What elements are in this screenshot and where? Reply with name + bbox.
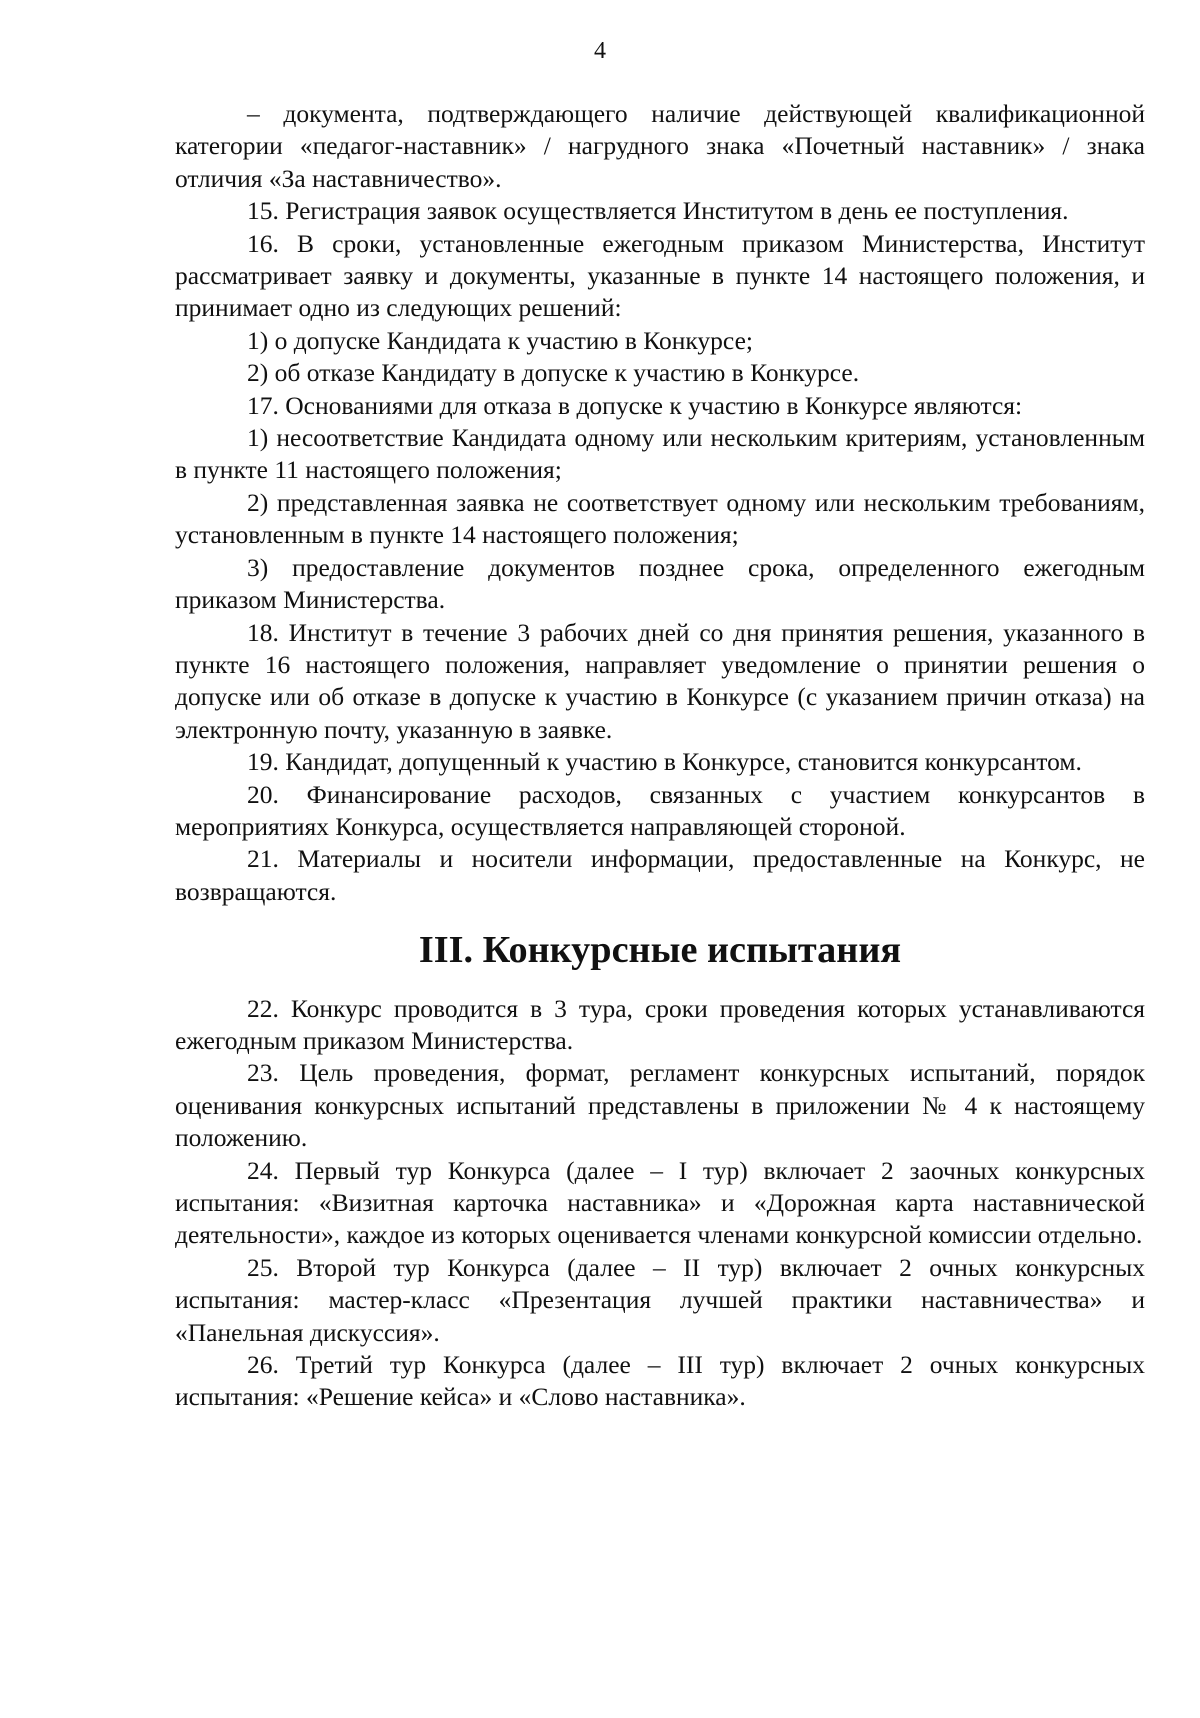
paragraph-23: 23. Цель проведения, формат, регламент конкурсных испытаний, порядок оценивания конкурсных испытаний представлены в приложении № 4 к настоящему положению. <box>175 1058 1145 1153</box>
paragraph-17-item-1: 1) несоответствие Кандидата одному или нескольким критериям, установленным в пункте 11 настоящего положения; <box>175 423 1145 485</box>
paragraph-15: 15. Регистрация заявок осуществляется Институтом в день ее поступления. <box>247 196 1069 226</box>
paragraph-19: 19. Кандидат, допущенный к участию в Конкурсе, становится конкурсантом. <box>247 747 1082 777</box>
paragraph-document-requirement: – документа, подтверждающего наличие действующей квалификационной категории «педагог-наставник» / нагрудного знака «Почетный наставник» / знака отличия «За наставничество». <box>175 99 1145 193</box>
paragraph-16-item-2: 2) об отказе Кандидату в допуске к участию в Конкурсе. <box>247 358 860 388</box>
paragraph-17-item-2: 2) представленная заявка не соответствует одному или нескольким требованиям, установленным в пункте 14 настоящего положения; <box>175 487 1145 550</box>
paragraph-16: 16. В сроки, установленные ежегодным приказом Министерства, Институт рассматривает заявку и документы, указанные в пункте 14 настоящего положения, и принимает одно из следующих решений: <box>175 228 1145 323</box>
paragraph-20: 20. Финансирование расходов, связанных с участием конкурсантов в мероприятиях Конкурса, осуществляется направляющей стороной. <box>175 779 1145 841</box>
section-heading: III. Конкурсные испытания <box>418 929 902 972</box>
paragraph-26: 26. Третий тур Конкурса (далее – III тур) включает 2 очных конкурсных испытания: «Решение кейса» и «Слово наставника». <box>175 1350 1145 1412</box>
paragraph-18: 18. Институт в течение 3 рабочих дней со дня принятия решения, указанного в пункте 16 настоящего положения, направляет уведомление о принятии решения о допуске или об отказе в допуске к участию в Конкурсе (с указанием причин отказа) на электронную почту, указанную в заявке. <box>175 617 1145 744</box>
paragraph-22: 22. Конкурс проводится в 3 тура, сроки проведения которых устанавливаются ежегодным приказом Министерства. <box>175 993 1145 1055</box>
page-number: 4 <box>594 38 606 64</box>
paragraph-16-item-1: 1) о допуске Кандидата к участию в Конкурсе; <box>247 325 753 355</box>
paragraph-24: 24. Первый тур Конкурса (далее – I тур) включает 2 заочных конкурсных испытания: «Визитная карточка наставника» и «Дорожная карта наставнической деятельности», каждое из которых оценивается членами конкурсной комиссии отдельно. <box>175 1155 1145 1250</box>
paragraph-21: 21. Материалы и носители информации, предоставленные на Конкурс, не возвращаются. <box>175 844 1145 906</box>
paragraph-17-item-3: 3) предоставление документов позднее срока, определенного ежегодным приказом Министерства. <box>175 552 1145 615</box>
paragraph-17: 17. Основаниями для отказа в допуске к участию в Конкурсе являются: <box>247 390 1023 420</box>
paragraph-25: 25. Второй тур Конкурса (далее – II тур) включает 2 очных конкурсных испытания: мастер-класс «Презентация лучшей практики наставничества» и «Панельная дискуссия». <box>175 1252 1145 1347</box>
document-body <box>175 98 1145 1414</box>
